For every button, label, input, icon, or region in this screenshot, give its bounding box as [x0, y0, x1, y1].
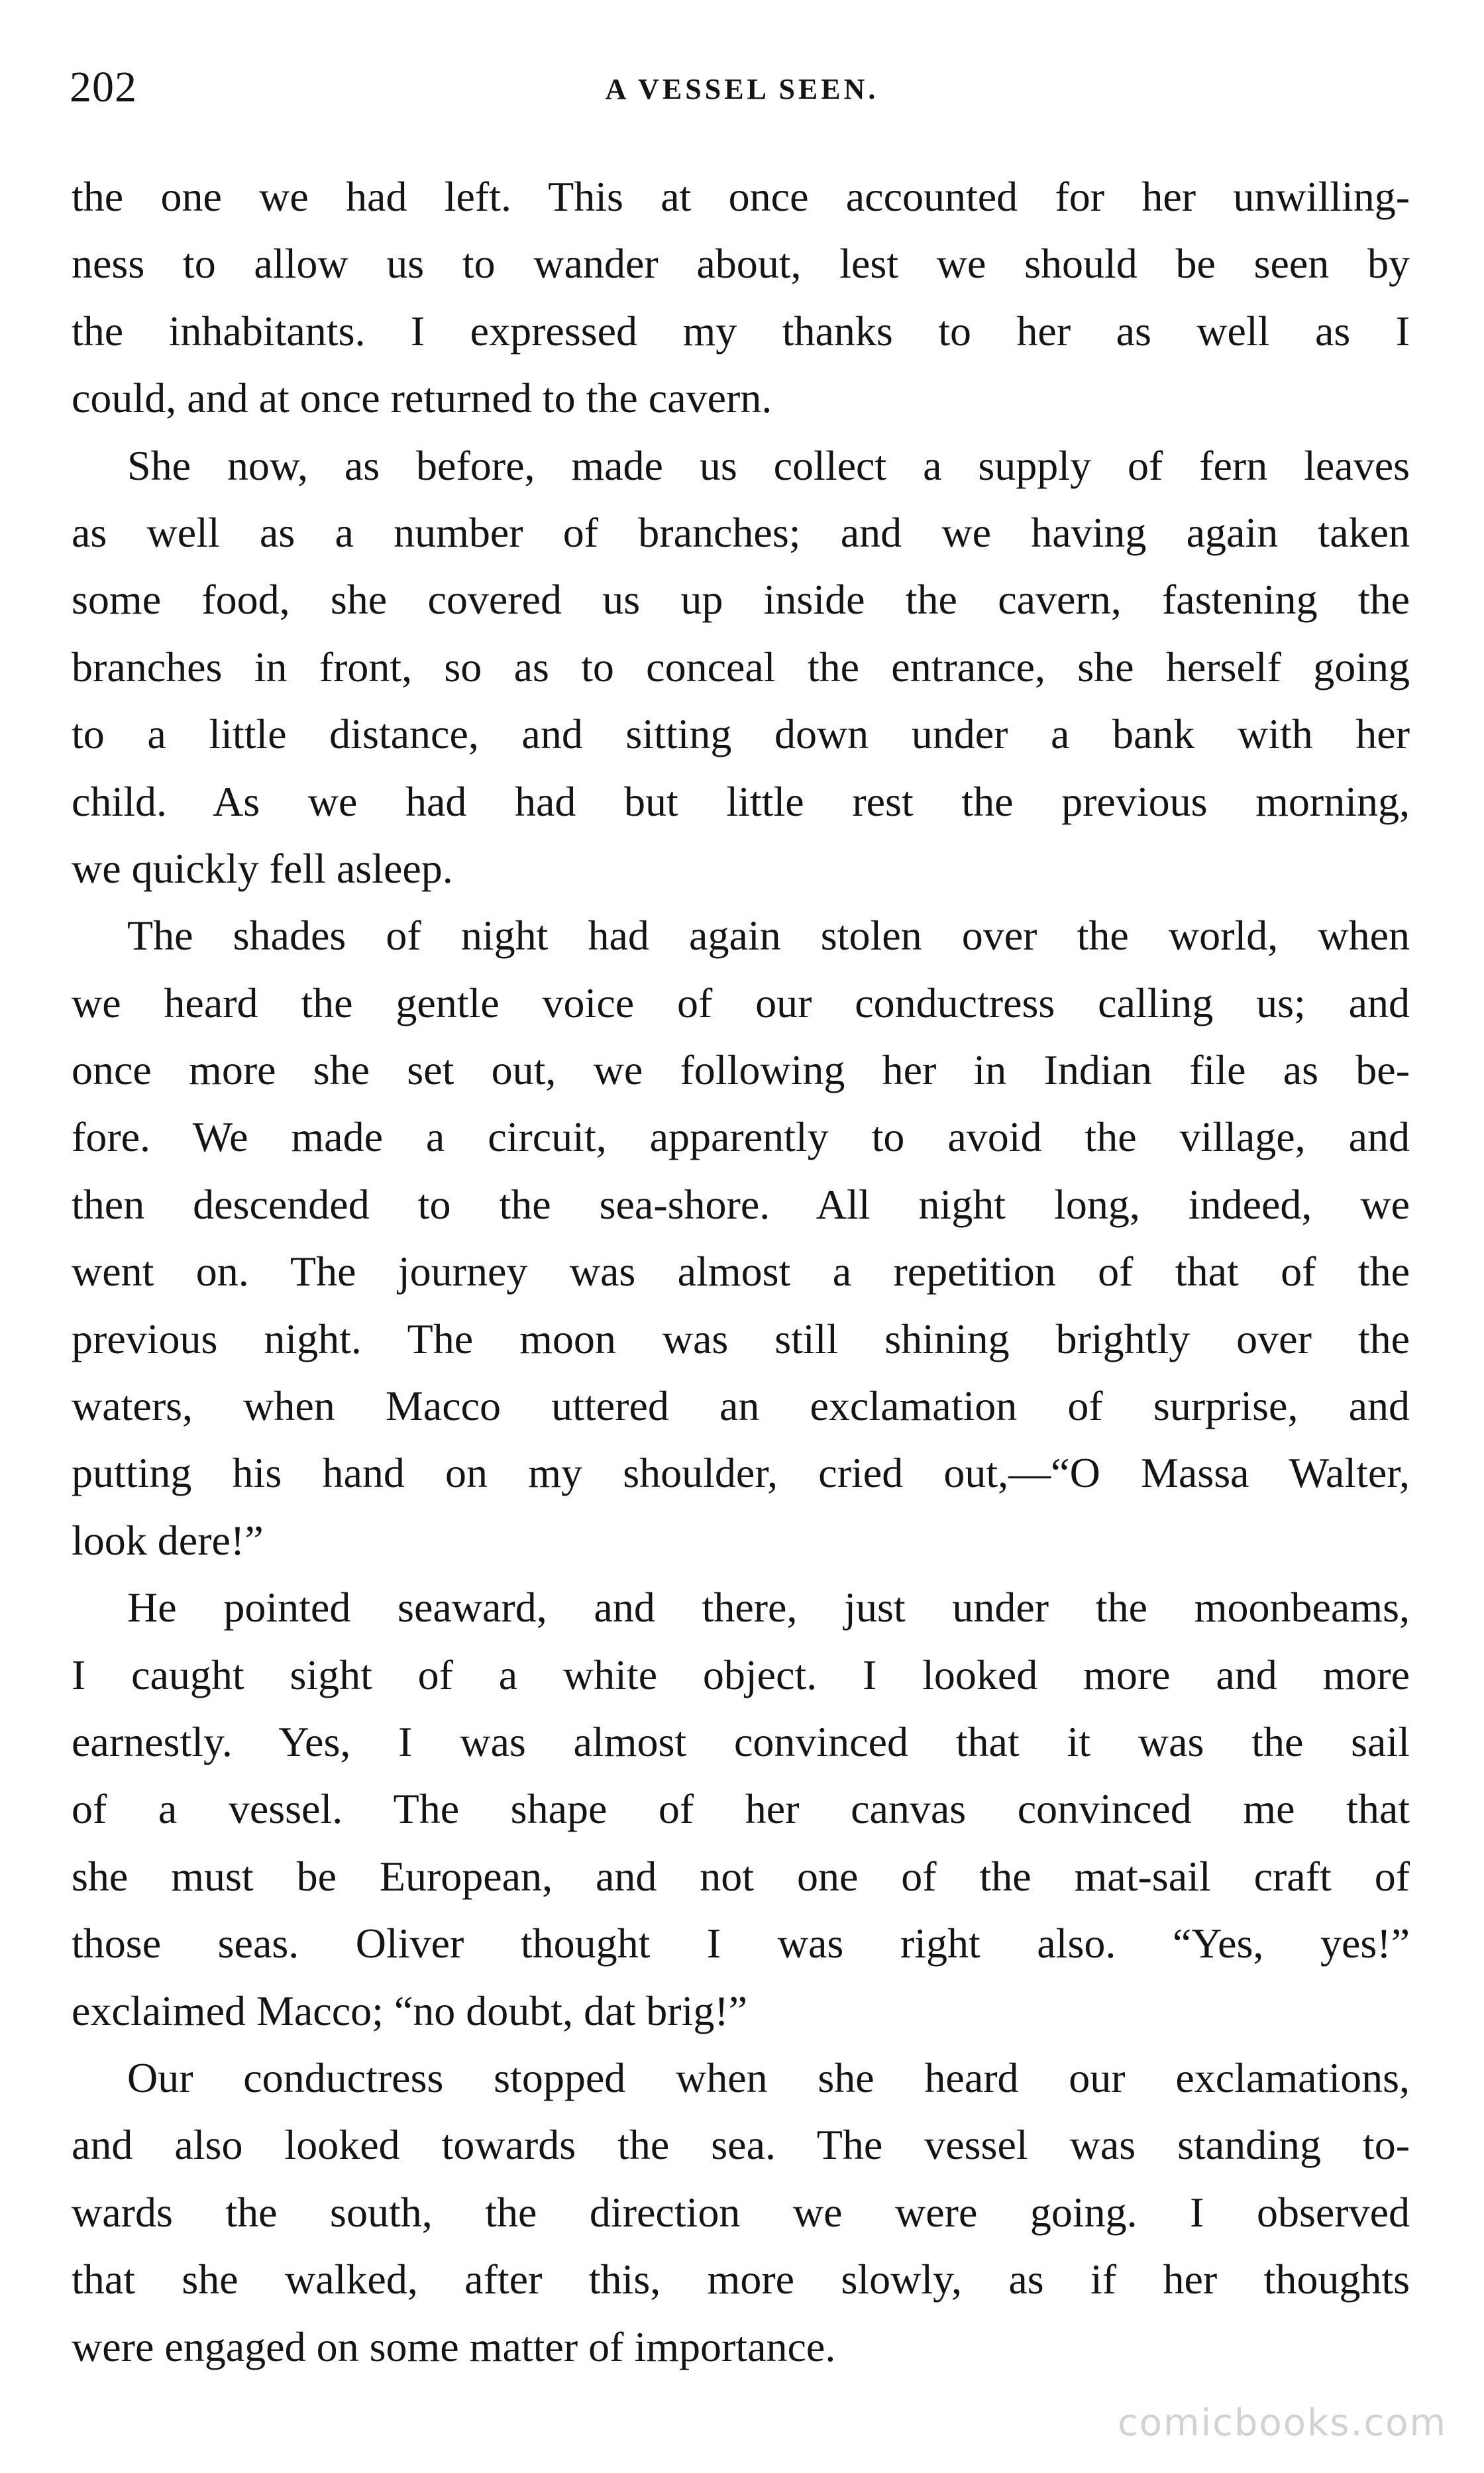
body-text [72, 163, 1410, 2380]
text-line: she must be European, and not one of the mat-sail craft of [72, 1852, 1410, 1900]
text-line: the one we had left. This at once accounted for her unwilling- [72, 173, 1410, 220]
text-line: wards the south, the direction we were going. I observed [72, 2188, 1410, 2236]
running-head: A VESSEL SEEN. [605, 73, 879, 105]
text-line: those seas. Oliver thought I was right also. “Yes, yes!” [72, 1920, 1410, 1967]
text-line: and also looked towards the sea. The vessel was standing to- [72, 2121, 1410, 2169]
watermark: comicbooks.com [1117, 2401, 1447, 2445]
text-line: look dere!” [72, 1516, 264, 1564]
text-line: branches in front, so as to conceal the entrance, she herself going [72, 643, 1410, 690]
text-line: He pointed seaward, and there, just under the moonbeams, [127, 1584, 1410, 1631]
text-line: ness to allow us to wander about, lest we should be seen by [72, 240, 1410, 288]
text-line: She now, as before, made us collect a supply of fern leaves [127, 441, 1410, 489]
text-line: putting his hand on my shoulder, cried out,—“O Massa Walter, [72, 1449, 1410, 1497]
text-line: exclaimed Macco; “no doubt, dat brig!” [72, 1987, 748, 2034]
text-line: waters, when Macco uttered an exclamation of surprise, and [72, 1382, 1410, 1430]
text-line: The shades of night had again stolen over the world, when [127, 912, 1410, 960]
text-line: went on. The journey was almost a repetition of that of the [72, 1248, 1410, 1295]
paragraph [72, 1574, 1410, 2044]
page-header [70, 61, 1414, 114]
text-line: of a vessel. The shape of her canvas convinced me that [72, 1785, 1410, 1833]
page-number: 202 [70, 63, 137, 111]
text-line: the inhabitants. I expressed my thanks to her as well as I [72, 307, 1410, 355]
text-line: to a little distance, and sitting down under a bank with her [72, 710, 1410, 758]
text-line: fore. We made a circuit, apparently to avoid the village, and [72, 1113, 1410, 1161]
text-line: once more she set out, we following her in Indian file as be- [72, 1046, 1410, 1094]
text-line: child. As we had had but little rest the previous morning, [72, 777, 1410, 825]
text-line: previous night. The moon was still shining brightly over the [72, 1315, 1410, 1362]
text-line: we heard the gentle voice of our conductress calling us; and [72, 979, 1410, 1026]
text-line: I caught sight of a white object. I looked more and more [72, 1651, 1410, 1698]
paragraph [72, 163, 1410, 432]
text-line: some food, she covered us up inside the cavern, fastening the [72, 576, 1410, 624]
text-line: were engaged on some matter of importance. [72, 2323, 836, 2370]
text-line: earnestly. Yes, I was almost convinced that it was the sail [72, 1718, 1410, 1765]
text-line: could, and at once returned to the cavern. [72, 374, 772, 422]
paragraph [72, 2044, 1410, 2380]
text-line: as well as a number of branches; and we having again taken [72, 508, 1410, 556]
paragraph [72, 902, 1410, 1574]
text-line: then descended to the sea-shore. All night long, indeed, we [72, 1180, 1410, 1228]
text-line: that she walked, after this, more slowly, as if her thoughts [72, 2256, 1410, 2303]
paragraph [72, 432, 1410, 903]
text-line: Our conductress stopped when she heard our exclamations, [127, 2054, 1410, 2101]
text-line: we quickly fell asleep. [72, 844, 453, 892]
